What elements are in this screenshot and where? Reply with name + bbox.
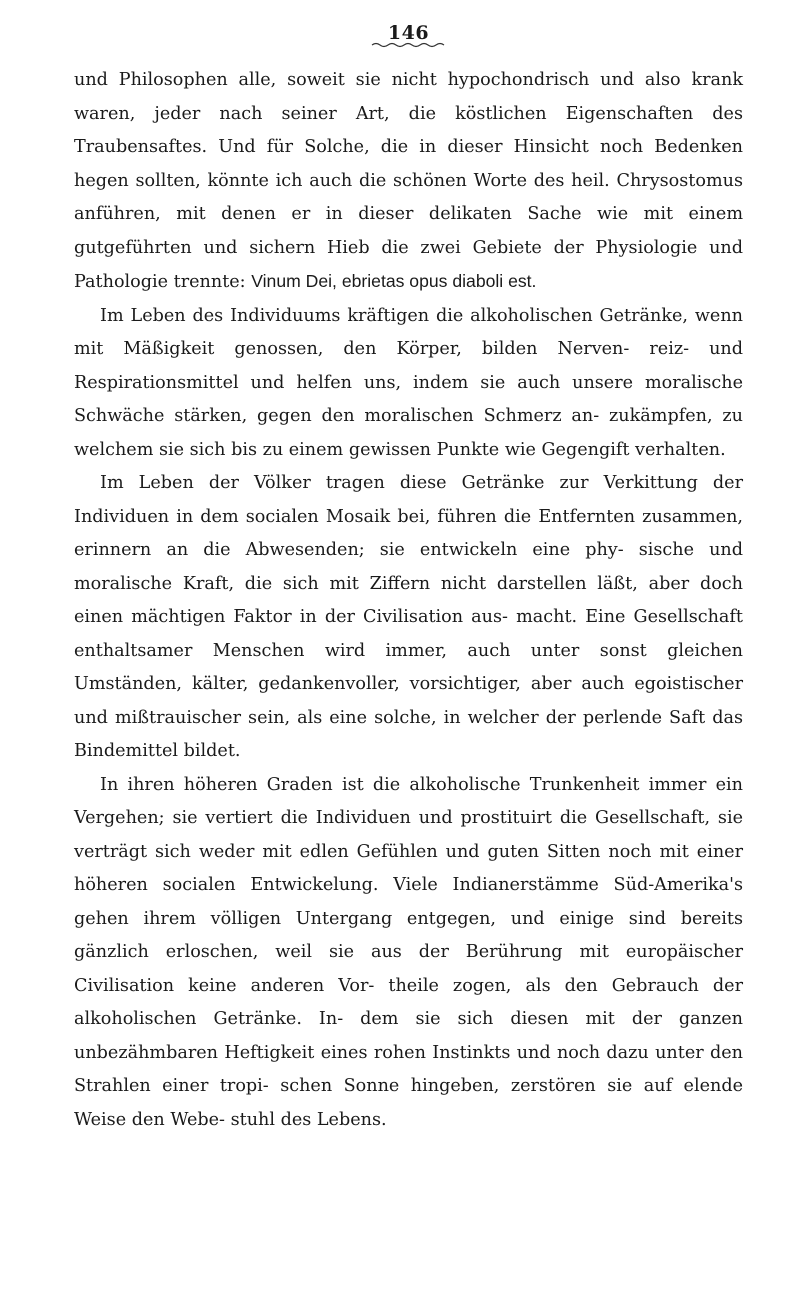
text-body: [74, 64, 743, 1137]
paragraph-4: In ihren höheren Graden ist die alkoholische Trunkenheit immer ein Vergehen; sie vertiert die Individuen und prostituirt die Gesellschaft, sie verträgt sich weder mit edlen Gefühlen und guten Sitten noch mit einer höheren socialen Entwickelung. Viele Indianerstämme Süd-Amerika's gehen ihrem völligen Untergang entgegen, und einige sind bereits gänzlich erloschen, weil sie aus der Berührung mit europäischer Civilisation keine anderen Vor- theile zogen, als den Gebrauch der alkoholischen Getränke. In- dem sie sich diesen mit der ganzen unbezähmbaren Heftigkeit eines rohen Instinkts und noch dazu unter den Strahlen einer tropi- schen Sonne hingeben, zerstören sie auf elende Weise den Webe- stuhl des Lebens.: [74, 774, 743, 1130]
paragraph-1: [74, 64, 743, 300]
paragraph-2: Im Leben des Individuums kräftigen die alkoholischen Getränke, wenn mit Mäßigkeit genossen, den Körper, bilden Nerven- reiz- und Respirationsmittel und helfen uns, indem sie auch unsere moralische Schwäche stärken, gegen den moralischen Schmerz an- zukämpfen, zu welchem sie sich bis zu einem gewissen Punkte wie Gegengift verhalten.: [74, 305, 743, 460]
latin-quote: Vinum Dei, ebrietas opus diaboli est.: [251, 271, 537, 291]
paragraph-3: Im Leben der Völker tragen diese Getränke zur Verkittung der Individuen in dem socialen Mosaik bei, führen die Entfernten zusammen, erinnern an die Abwesenden; sie entwickeln eine phy- sische und moralische Kraft, die sich mit Ziffern nicht darstellen läßt, aber doch einen mächtigen Faktor in der Civilisation aus- macht. Eine Gesellschaft enthaltsamer Menschen wird immer, auch unter sonst gleichen Umständen, kälter, gedankenvoller, vorsichtiger, aber auch egoistischer und mißtrauischer sein, als eine solche, in welcher der perlende Saft das Bindemittel bildet.: [74, 473, 743, 761]
paragraph-1-text: und Philosophen alle, soweit sie nicht hypochondrisch und also krank waren, jeder nach seiner Art, die köstlichen Eigenschaften des Traubensaftes. Und für Solche, die in dieser Hinsicht noch Bedenken hegen sollten, könnte ich auch die schönen Worte des heil. Chrysostomus anführen, mit denen er in dieser delikaten Sache wie mit einem gutgeführten und sichern Hieb die zwei Gebiete der Physiologie und Pathologie trennte:: [74, 70, 743, 292]
page-number: 146: [387, 22, 430, 44]
